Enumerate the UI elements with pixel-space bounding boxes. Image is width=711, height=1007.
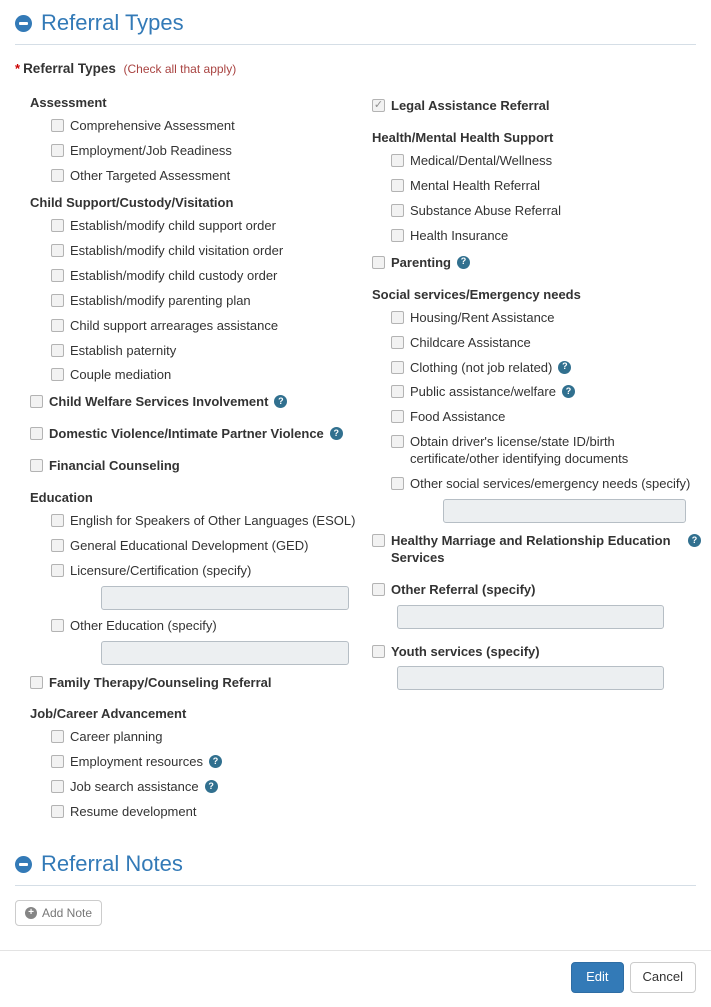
referral-notes-header [15, 841, 696, 886]
specify-field [397, 666, 701, 690]
specify-input [397, 605, 664, 629]
checkbox-label: Parenting [391, 254, 451, 270]
plus-circle-icon: + [25, 907, 37, 919]
group-heading: Job/Career Advancement [30, 706, 187, 722]
checkbox-label: Establish/modify child visitation order [70, 242, 284, 258]
checkbox [51, 169, 64, 182]
checkbox-label: Mental Health Referral [410, 178, 541, 194]
checkbox-label: Establish/modify child custody order [70, 267, 278, 283]
checkbox-row [51, 143, 372, 160]
checkbox-label: Job search assistance [70, 779, 199, 795]
checkbox-item [372, 255, 701, 272]
checkbox-label: Licensure/Certification (specify) [70, 562, 252, 578]
help-icon[interactable]: ? [457, 256, 470, 269]
checkbox-label: Other Education (specify) [70, 617, 217, 633]
checkbox [391, 336, 404, 349]
checkbox-item [51, 293, 372, 310]
checkbox-row [51, 779, 372, 796]
checkbox-item [391, 384, 701, 401]
help-icon[interactable]: ? [562, 385, 575, 398]
checkbox-label: Establish/modify child support order [70, 218, 276, 234]
help-icon[interactable]: ? [330, 427, 343, 440]
checkbox-row [372, 255, 701, 272]
checkbox-item [51, 538, 372, 555]
checkbox-label: Public assistance/welfare [410, 384, 556, 400]
minus-bar [19, 863, 28, 866]
checkbox [391, 311, 404, 324]
checkbox-row [391, 228, 701, 245]
checkbox-item [51, 779, 372, 796]
checkbox-row [391, 335, 701, 352]
checkbox-label: Child Welfare Services Involvement [49, 394, 269, 410]
checkbox-item [51, 168, 372, 185]
checkbox [51, 805, 64, 818]
checkbox-row [51, 168, 372, 185]
checkbox-item [391, 476, 701, 523]
checkbox-label: Legal Assistance Referral [391, 98, 550, 114]
checkbox-label: Domestic Violence/Intimate Partner Violence [49, 426, 324, 442]
checkbox-row [30, 458, 372, 475]
checkbox-item [391, 360, 701, 377]
checkbox-row [391, 434, 701, 468]
specify-input [101, 641, 349, 665]
add-note-label: Add Note [42, 906, 93, 921]
checkbox-label: Obtain driver's license/state ID/birth certificate/other identifying documents [410, 434, 629, 467]
checkbox-row [372, 533, 701, 567]
checkbox-item [51, 513, 372, 530]
help-icon[interactable]: ? [688, 534, 701, 547]
checkbox [51, 319, 64, 332]
checkbox-label: Other social services/emergency needs (specify) [410, 475, 691, 491]
checkbox [51, 780, 64, 793]
checkbox-label: Other Targeted Assessment [70, 168, 231, 184]
specify-input [443, 499, 686, 523]
checkbox [391, 154, 404, 167]
checkbox-label: Other Referral (specify) [391, 581, 536, 597]
checkbox [391, 361, 404, 374]
referral-types-title: Referral Types [41, 10, 184, 35]
checkbox-checked: ✓ [373, 99, 384, 112]
checkbox [51, 344, 64, 357]
checkbox-row [51, 318, 372, 335]
specify-field [443, 499, 701, 523]
checkbox [51, 219, 64, 232]
checkbox [51, 144, 64, 157]
checkbox-item [51, 754, 372, 771]
checkbox-item [51, 268, 372, 285]
column-right [372, 95, 701, 705]
checkbox-row [30, 426, 372, 443]
checkbox-row [30, 675, 372, 692]
required-asterisk: * [15, 61, 21, 77]
checkbox-label: Clothing (not job related) [410, 359, 553, 375]
checkbox-group [30, 706, 372, 821]
group-heading: Education [30, 489, 93, 505]
collapse-minus-icon[interactable] [15, 15, 32, 32]
checkbox-row [391, 360, 701, 377]
checkbox-row [30, 394, 372, 411]
column-left [30, 95, 372, 831]
specify-field [397, 605, 701, 629]
specify-field [101, 586, 372, 610]
checkbox-row [51, 754, 372, 771]
checkbox-row [51, 118, 372, 135]
field-hint: (Check all that apply) [123, 62, 237, 77]
help-icon[interactable]: ? [209, 755, 222, 768]
checkbox-label: Youth services (specify) [391, 643, 540, 659]
checkbox-row [391, 409, 701, 426]
checkbox-label: General Educational Development (GED) [70, 537, 309, 553]
help-icon[interactable]: ? [558, 361, 571, 374]
checkbox-row [51, 268, 372, 285]
checkbox [30, 676, 43, 689]
checkbox-row [372, 98, 701, 115]
checkbox-row [391, 310, 701, 327]
checkbox-item [51, 804, 372, 821]
checkbox [30, 395, 43, 408]
checkbox-label: Substance Abuse Referral [410, 203, 562, 219]
checkbox-item [30, 426, 372, 443]
checkbox-item [372, 98, 701, 115]
checkbox-row [51, 343, 372, 360]
referral-notes-title: Referral Notes [41, 850, 183, 876]
checkbox [51, 368, 64, 381]
checkbox-label: Medical/Dental/Wellness [410, 153, 553, 169]
checkbox-row [391, 476, 701, 493]
minus-bar [19, 22, 28, 25]
checkbox-item [372, 582, 701, 629]
checkbox-label: Resume development [70, 804, 197, 820]
checkbox-item [51, 118, 372, 135]
checkbox-group [372, 130, 701, 245]
checkbox-label: Food Assistance [410, 409, 506, 425]
checkbox-label: Financial Counseling [49, 458, 180, 474]
checkbox-item [51, 143, 372, 160]
checkbox-label: Childcare Assistance [410, 334, 531, 350]
checkbox [391, 204, 404, 217]
checkbox-row [51, 293, 372, 310]
checkbox [372, 534, 385, 547]
checkbox-row [372, 582, 701, 599]
referral-types-header [15, 0, 696, 45]
checkbox-row [51, 218, 372, 235]
checkbox-group [372, 287, 701, 523]
referral-types-columns [0, 95, 711, 841]
checkbox [372, 645, 385, 658]
checkbox-item [391, 153, 701, 170]
checkbox-row [51, 804, 372, 821]
footer-actions [0, 950, 711, 1007]
checkbox-item [391, 409, 701, 426]
checkbox [391, 410, 404, 423]
checkbox-label: Housing/Rent Assistance [410, 309, 555, 325]
checkbox-row [51, 367, 372, 384]
checkbox-label: Employment resources [70, 754, 203, 770]
checkbox-label: Establish paternity [70, 342, 177, 358]
checkbox [51, 755, 64, 768]
checkbox [51, 119, 64, 132]
checkbox-row [51, 618, 372, 635]
checkbox [391, 229, 404, 242]
checkbox [372, 583, 385, 596]
checkbox-item [391, 335, 701, 352]
group-heading: Child Support/Custody/Visitation [30, 195, 234, 211]
help-icon[interactable]: ? [274, 395, 287, 408]
checkbox-label: English for Speakers of Other Languages (ESOL) [70, 512, 356, 528]
checkbox [51, 514, 64, 527]
checkbox [391, 435, 404, 448]
checkbox-item [372, 644, 701, 691]
checkbox [391, 179, 404, 192]
checkbox-item [51, 243, 372, 260]
checkbox [51, 269, 64, 282]
checkbox-label: Family Therapy/Counseling Referral [49, 674, 272, 690]
checkbox [30, 459, 43, 472]
checkbox-group [30, 195, 372, 384]
checkbox-item [51, 367, 372, 384]
checkbox [51, 294, 64, 307]
checkbox-label: Couple mediation [70, 367, 172, 383]
specify-input [397, 666, 664, 690]
checkbox [51, 564, 64, 577]
checkbox-item [51, 729, 372, 746]
checkbox [51, 619, 64, 632]
checkbox-item [51, 618, 372, 665]
checkbox [391, 477, 404, 490]
checkbox-row [391, 178, 701, 195]
checkbox-label: Career planning [70, 729, 163, 745]
checkbox-item [51, 218, 372, 235]
checkbox-item [51, 563, 372, 610]
checkbox-row [51, 243, 372, 260]
checkbox-item [30, 394, 372, 411]
specify-field [101, 641, 372, 665]
checkbox [51, 539, 64, 552]
field-label: Referral Types [23, 61, 116, 77]
checkbox-row [51, 513, 372, 530]
checkbox [391, 385, 404, 398]
collapse-minus-icon[interactable] [15, 856, 32, 873]
edit-button[interactable]: Edit [571, 962, 623, 993]
checkbox-row [391, 203, 701, 220]
checkbox-group [30, 95, 372, 185]
checkbox-row [51, 563, 372, 580]
group-heading: Assessment [30, 95, 107, 111]
checkbox-label: Health Insurance [410, 227, 509, 243]
checkbox-row [51, 729, 372, 746]
checkbox-label: Healthy Marriage and Relationship Education Services [391, 532, 671, 565]
checkbox-item [391, 203, 701, 220]
checkbox-item [30, 458, 372, 475]
checkbox [372, 256, 385, 269]
checkbox [30, 427, 43, 440]
checkbox-row [391, 153, 701, 170]
checkbox-item [372, 533, 701, 567]
group-heading: Social services/Emergency needs [372, 286, 581, 302]
checkbox-row [391, 384, 701, 401]
checkbox-item [391, 434, 701, 468]
checkbox-item [51, 318, 372, 335]
cancel-button[interactable]: Cancel [630, 962, 696, 993]
checkbox-group [30, 490, 372, 665]
checkbox-label: Employment/Job Readiness [70, 143, 232, 159]
specify-input [101, 586, 349, 610]
checkbox-item [391, 310, 701, 327]
checkbox [51, 244, 64, 257]
add-note-button[interactable] [15, 900, 102, 926]
checkbox-item [30, 675, 372, 692]
checkbox-row [372, 644, 701, 661]
checkbox-label: Comprehensive Assessment [70, 118, 235, 134]
help-icon[interactable]: ? [205, 780, 218, 793]
checkbox-item [391, 228, 701, 245]
checkbox-label: Establish/modify parenting plan [70, 292, 251, 308]
referral-types-field-label-row [15, 61, 696, 77]
checkbox-label: Child support arrearages assistance [70, 317, 279, 333]
checkbox-item [51, 343, 372, 360]
group-heading: Health/Mental Health Support [372, 130, 554, 146]
checkbox [51, 730, 64, 743]
checkbox-row [51, 538, 372, 555]
checkbox-item [391, 178, 701, 195]
